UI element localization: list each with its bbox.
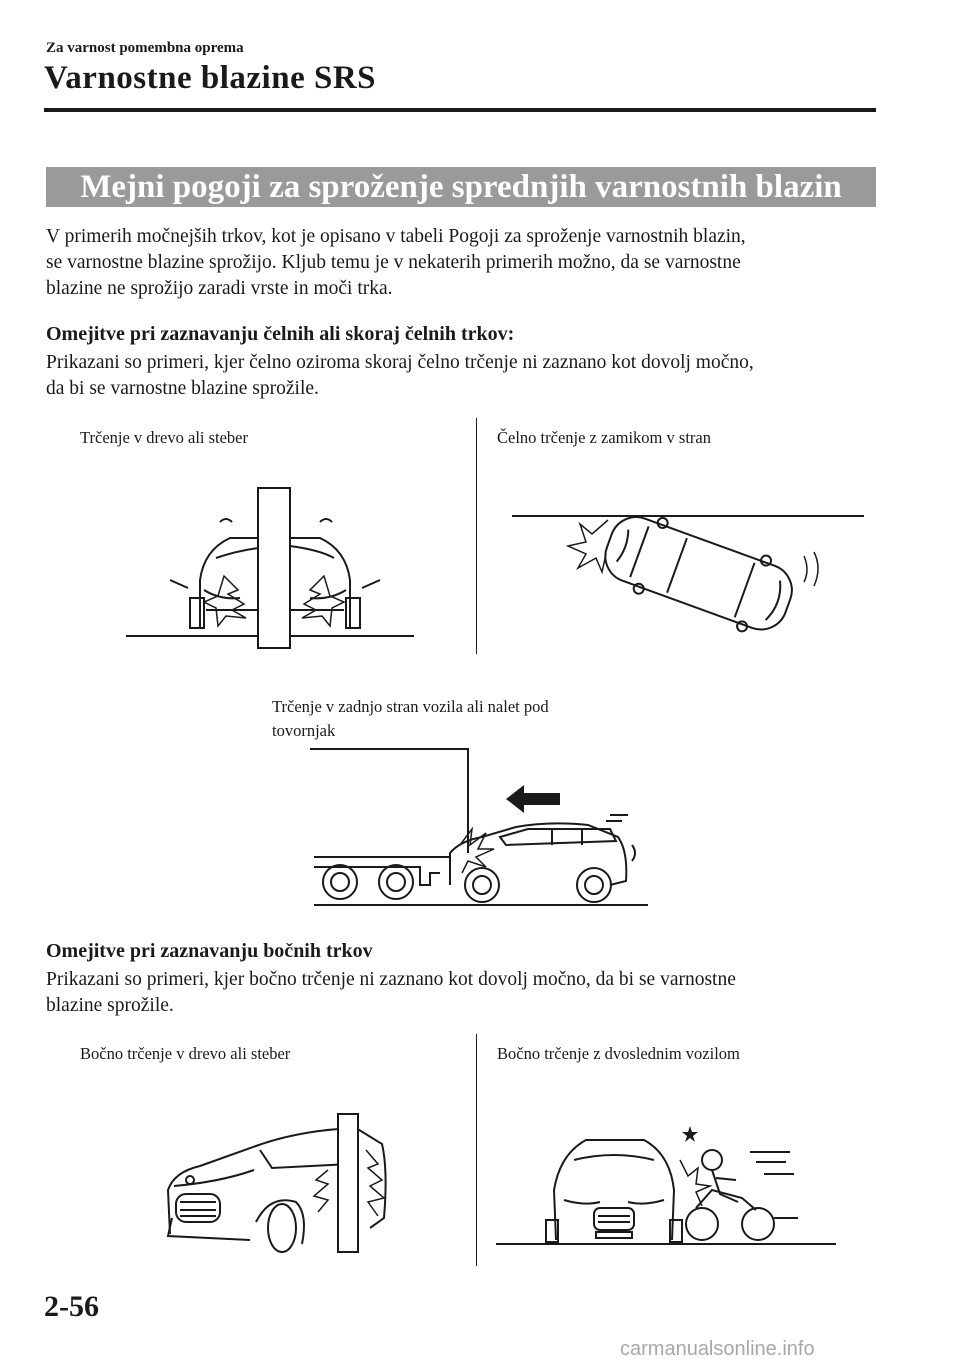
illustration-truck-underride <box>310 745 650 910</box>
section-banner: Mejni pogoji za sproženje sprednjih varnostnih blazin <box>46 167 876 207</box>
page-number: 2-56 <box>44 1290 99 1323</box>
caption-pole-collision: Trčenje v drevo ali steber <box>80 428 249 447</box>
side-line: Prikazani so primeri, kjer bočno trčenje ni zaznano kot dovolj močno, da bi se varnostne <box>46 969 736 990</box>
illustration-side-motorcycle <box>494 1120 838 1250</box>
intro-paragraph <box>46 224 876 302</box>
frontal-line: Prikazani so primeri, kjer čelno oziroma skoraj čelno trčenje ni zaznano kot dovolj močno, <box>46 352 754 373</box>
illustration-offset-frontal <box>508 500 868 650</box>
caption-line: tovornjak <box>272 721 336 740</box>
column-divider <box>476 418 477 654</box>
watermark: carmanualsonline.info <box>620 1338 815 1360</box>
section-label: Za varnost pomembna oprema <box>46 40 244 56</box>
caption-rear-underride <box>272 695 549 743</box>
side-paragraph <box>46 967 876 1019</box>
illustration-side-pole <box>160 1110 400 1260</box>
intro-line: blazine ne sprožijo zaradi vrste in moči trka. <box>46 278 393 299</box>
illustration-front-pole <box>120 480 420 650</box>
caption-side-pole: Bočno trčenje v drevo ali steber <box>80 1044 291 1063</box>
intro-line: se varnostne blazine sprožijo. Kljub temu je v nekaterih primerih možno, da se varnostne <box>46 252 741 273</box>
intro-line: V primerih močnejših trkov, kot je opisano v tabeli Pogoji za sproženje varnostnih blazin, <box>46 226 746 247</box>
caption-side-motorcycle: Bočno trčenje z dvoslednim vozilom <box>497 1044 740 1063</box>
frontal-heading: Omejitve pri zaznavanju čelnih ali skoraj čelnih trkov: <box>46 323 515 345</box>
column-divider <box>476 1034 477 1266</box>
caption-line: Trčenje v zadnjo stran vozila ali nalet pod <box>272 697 549 716</box>
side-heading: Omejitve pri zaznavanju bočnih trkov <box>46 940 373 962</box>
chapter-title: Varnostne blazine SRS <box>44 60 377 96</box>
side-line: blazine sprožile. <box>46 995 174 1016</box>
title-rule <box>44 108 876 112</box>
frontal-paragraph <box>46 350 876 402</box>
frontal-line: da bi se varnostne blazine sprožile. <box>46 378 319 399</box>
caption-offset-collision: Čelno trčenje z zamikom v stran <box>497 428 711 447</box>
